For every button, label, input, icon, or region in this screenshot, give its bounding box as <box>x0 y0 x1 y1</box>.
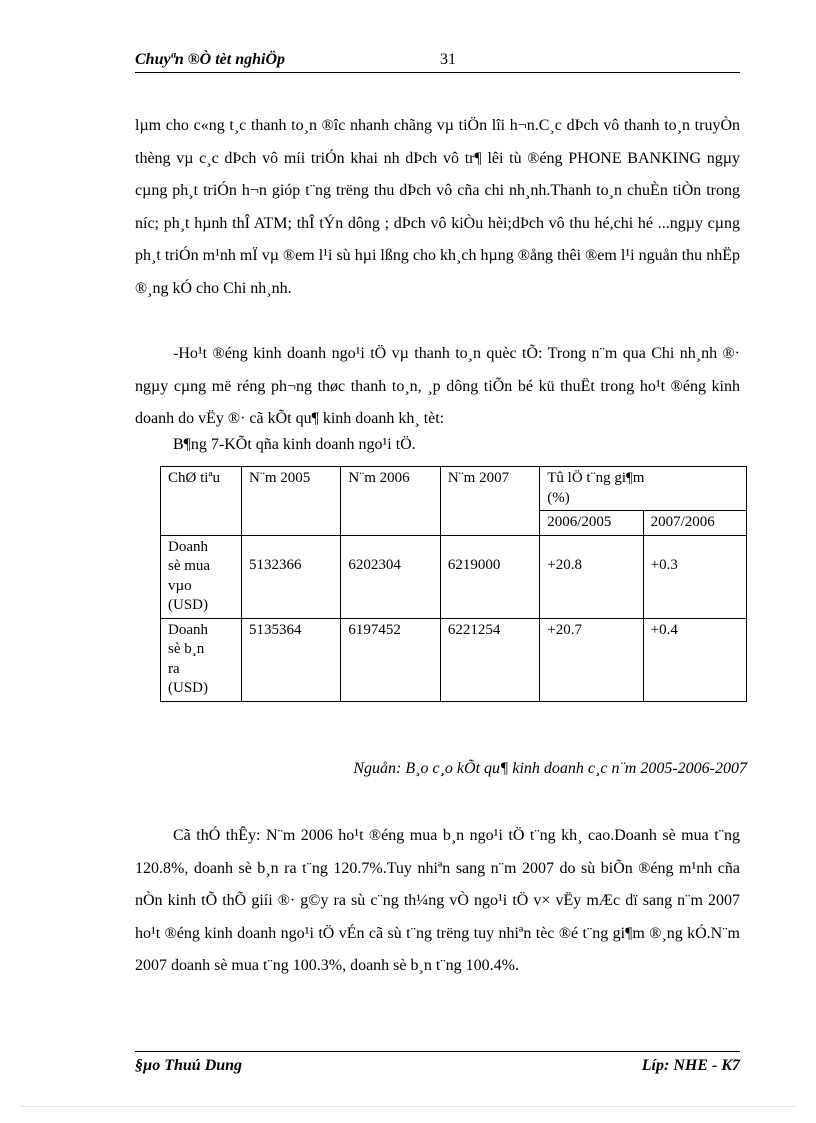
table-caption: B¶ng 7-KÕt qña kinh doanh ngo¹i tÖ. <box>173 436 416 453</box>
cell-value: 6197452 <box>341 618 440 701</box>
header-change: Tû lÖ t¨ng gi¶m (%) <box>540 467 747 511</box>
page-footer <box>135 1051 740 1082</box>
header-year-2005: N¨m 2005 <box>242 467 341 536</box>
header-year-2007: N¨m 2007 <box>440 467 539 536</box>
author-name: §µo Thuú Dung <box>135 1057 243 1074</box>
results-table <box>160 466 747 702</box>
cell-change: +0.4 <box>643 618 746 701</box>
paragraph-services: lµm cho c«ng t¸c thanh to¸n ®îc nhanh chãng vµ tiÖn lîi h¬n.C¸c dÞch vô thanh to¸n truyÒn thèng vµ c¸c dÞch vô míi triÓn khai nh dÞch vô tr¶ lêi tù ®éng PHONE BANKING ngµy cµng ph¸t triÓn h¬n gióp t¨ng trëng thu dÞch vô cña chi nh¸nh.Thanh to¸n chuÈn tiÒn trong níc; ph¸t hµnh thÎ ATM; thÎ tÝn dông ; dÞch vô kiÒu hèi;dÞch vô thu hé,chi hé ...ngµy cµng ph¸t triÓn m¹nh mÏ vµ ®em l¹i sù hµi lßng cho kh¸ch hµng ®ång thêi ®em l¹i nguån thu nhËp ®¸ng kÓ cho Chi nh¸nh. <box>135 117 740 297</box>
cell-value: 5132366 <box>242 535 341 618</box>
table-row <box>161 535 747 618</box>
cell-value: 5135364 <box>242 618 341 701</box>
header-criteria: ChØ tiªu <box>161 467 242 536</box>
page-edge-divider <box>20 1106 796 1107</box>
paragraph-foreign-exchange: -Ho¹t ®éng kinh doanh ngo¹i tÖ vµ thanh to¸n quèc tÕ: Trong n¨m qua Chi nh¸nh ®· ngµy cµng më réng ph¬ng thøc thanh to¸n, ¸p dông tiÕn bé kü thuËt trong ho¹t ®éng kinh doanh do vËy ®· cã kÕt qu¶ kinh doanh kh¸ tèt: <box>135 345 740 427</box>
header-change-2007-2006: 2007/2006 <box>643 511 746 536</box>
cell-value: 6219000 <box>440 535 539 618</box>
header-change-2006-2005: 2006/2005 <box>540 511 643 536</box>
class-name: Líp: NHE - K7 <box>641 1057 740 1074</box>
table-source: Nguån: B¸o c¸o kÕt qu¶ kinh doanh c¸c n¨m 2005-2006-2007 <box>353 760 747 777</box>
row-label-purchase: Doanh sè mua vµo (USD) <box>161 535 242 618</box>
cell-change: +20.7 <box>540 618 643 701</box>
page-header <box>135 50 740 73</box>
cell-change: +0.3 <box>643 535 746 618</box>
document-title: Chuyªn ®Ò tèt nghiÖp <box>135 51 286 68</box>
page-number: 31 <box>440 51 456 68</box>
cell-value: 6221254 <box>440 618 539 701</box>
cell-value: 6202304 <box>341 535 440 618</box>
row-label-sales: Doanh sè b¸n ra (USD) <box>161 618 242 701</box>
table-row <box>161 618 747 701</box>
paragraph-analysis: Cã thÓ thÊy: N¨m 2006 ho¹t ®éng mua b¸n ngo¹i tÖ t¨ng kh¸ cao.Doanh sè mua t¨ng 120.8%, doanh sè b¸n ra t¨ng 120.7%.Tuy nhiªn sang n¨m 2007 do sù biÕn ®éng m¹nh cña nÒn kinh tÕ thÕ giíi ®· g©y ra sù c¨ng th¼ng vÒ ngo¹i tÖ v× vËy mÆc dï sang n¨m 2007 ho¹t ®éng kinh doanh ngo¹i tÖ vÉn cã sù t¨ng trëng tuy nhiªn tèc ®é t¨ng gi¶m ®¸ng kÓ.N¨m 2007 doanh sè mua t¨ng 100.3%, doanh sè b¸n t¨ng 100.4%. <box>135 827 740 974</box>
cell-change: +20.8 <box>540 535 643 618</box>
table-header-row <box>161 467 747 511</box>
header-year-2006: N¨m 2006 <box>341 467 440 536</box>
